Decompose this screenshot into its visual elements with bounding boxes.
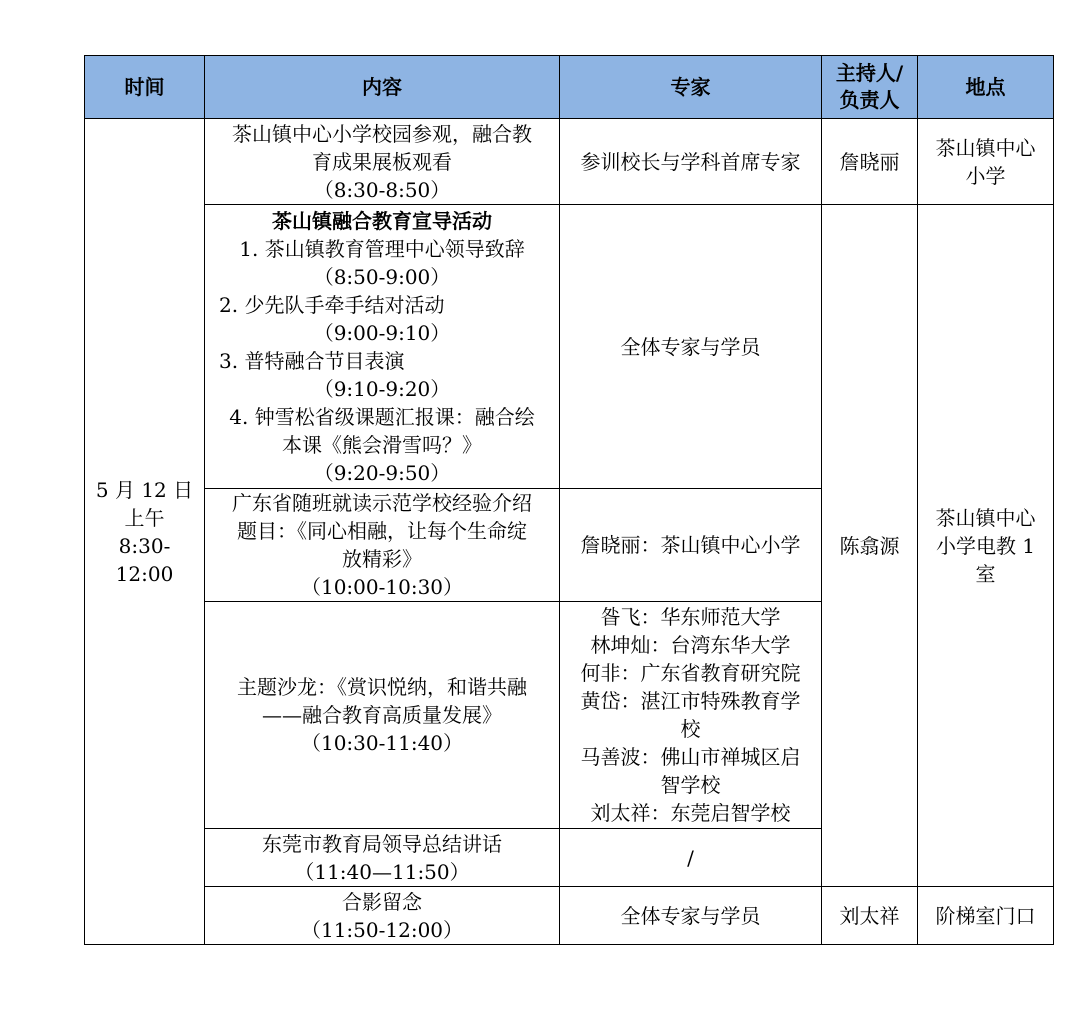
place-line: 茶山镇中心 bbox=[935, 135, 1036, 160]
table-row bbox=[85, 887, 1054, 945]
header-row bbox=[85, 56, 1054, 119]
expert-line: 刘太祥：东莞启智学校 bbox=[590, 801, 791, 825]
date-cell bbox=[85, 119, 205, 945]
content-line: 广东省随班就读示范学校经验介绍 bbox=[232, 491, 532, 515]
content-line: 东莞市教育局领导总结讲话 bbox=[262, 831, 502, 856]
expert-line: 昝飞：华东师范大学 bbox=[600, 605, 781, 629]
content-cell bbox=[205, 119, 560, 205]
expert-line: 何非：广东省教育研究院 bbox=[580, 661, 801, 685]
activity-item: 4. 钟雪松省级课题汇报课：融合绘 bbox=[229, 404, 535, 429]
content-line: 茶山镇中心小学校园参观，融合教 bbox=[232, 121, 532, 146]
content-line: 育成果展板观看 bbox=[312, 149, 452, 174]
place-line: 茶山镇中心 bbox=[935, 505, 1036, 530]
content-line: 放精彩》 bbox=[342, 547, 422, 571]
expert-list-cell bbox=[560, 602, 822, 829]
header-host bbox=[822, 56, 918, 119]
content-cell bbox=[205, 489, 560, 602]
content-line: 主题沙龙：《赏识悦纳，和谐共融 bbox=[237, 675, 527, 699]
place-cell bbox=[918, 119, 1054, 205]
date-line: 8:30-12:00 bbox=[115, 533, 174, 586]
expert-line: 黄岱：湛江市特殊教育学 bbox=[580, 689, 801, 713]
expert-cell: 全体专家与学员 bbox=[560, 887, 822, 945]
date-line: 5 月 12 日 bbox=[95, 477, 194, 502]
host-cell: 刘太祥 bbox=[822, 887, 918, 945]
content-cell bbox=[205, 205, 560, 489]
schedule-table bbox=[84, 55, 1054, 945]
place-line: 小学 bbox=[965, 163, 1006, 188]
activity-item: （9:20-9:50） bbox=[313, 460, 451, 485]
content-line: （11:50-12:00） bbox=[300, 917, 464, 942]
content-line: 题目：《同心相融，让每个生命绽 bbox=[237, 519, 527, 543]
activity-item: 本课《熊会滑雪吗？》 bbox=[282, 432, 482, 457]
expert-line: 林坤灿：台湾东华大学 bbox=[590, 633, 791, 657]
content-line: （10:30-11:40） bbox=[300, 731, 464, 755]
table-row bbox=[85, 205, 1054, 489]
activity-item: （9:00-9:10） bbox=[313, 320, 451, 345]
content-line: （10:00-10:30） bbox=[300, 575, 464, 599]
header-host-line: 负责人 bbox=[839, 88, 900, 112]
date-line: 上午 bbox=[124, 505, 165, 530]
expert-line: 智学校 bbox=[660, 773, 721, 797]
expert-cell: 詹晓丽：茶山镇中心小学 bbox=[560, 489, 822, 602]
content-line: 合影留念 bbox=[342, 889, 422, 914]
expert-line: 马善波：佛山市禅城区启 bbox=[580, 745, 801, 769]
header-content: 内容 bbox=[205, 56, 560, 119]
activity-item: 2. 少先队手牵手结对活动 bbox=[219, 292, 445, 317]
expert-cell: / bbox=[560, 829, 822, 887]
header-time: 时间 bbox=[85, 56, 205, 119]
place-cell-merged bbox=[918, 205, 1054, 887]
content-line: ——融合教育高质量发展》 bbox=[262, 703, 502, 727]
activity-item: （8:50-9:00） bbox=[313, 264, 451, 289]
header-place: 地点 bbox=[918, 56, 1054, 119]
content-cell bbox=[205, 829, 560, 887]
host-cell: 詹晓丽 bbox=[822, 119, 918, 205]
place-cell: 阶梯室门口 bbox=[918, 887, 1054, 945]
activity-item: 1. 茶山镇教育管理中心领导致辞 bbox=[239, 236, 525, 261]
host-cell-merged: 陈翕源 bbox=[822, 205, 918, 887]
header-host-line: 主持人/ bbox=[835, 61, 904, 85]
content-cell bbox=[205, 887, 560, 945]
content-line: （8:30-8:50） bbox=[313, 177, 451, 202]
table-row bbox=[85, 119, 1054, 205]
header-expert: 专家 bbox=[560, 56, 822, 119]
expert-cell: 全体专家与学员 bbox=[560, 205, 822, 489]
place-line: 室 bbox=[975, 561, 996, 586]
expert-cell: 参训校长与学科首席专家 bbox=[560, 119, 822, 205]
content-cell bbox=[205, 602, 560, 829]
activity-title: 茶山镇融合教育宣导活动 bbox=[272, 208, 492, 233]
place-line: 小学电教 1 bbox=[935, 533, 1036, 558]
content-line: （11:40—11:50） bbox=[294, 859, 470, 884]
activity-item: 3. 普特融合节目表演 bbox=[219, 348, 405, 373]
expert-line: 校 bbox=[680, 717, 701, 741]
activity-item: （9:10-9:20） bbox=[313, 376, 451, 401]
